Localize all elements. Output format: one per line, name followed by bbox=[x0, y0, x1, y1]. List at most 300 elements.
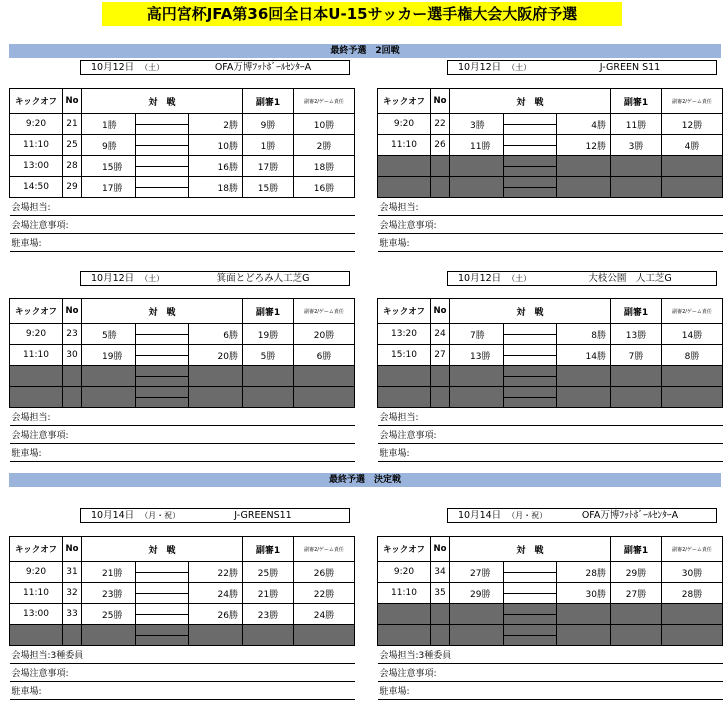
venue-day: （月・祝） bbox=[507, 511, 548, 520]
score-box bbox=[135, 562, 189, 583]
empty-cell bbox=[189, 366, 243, 387]
kickoff-time: 9:20 bbox=[378, 562, 431, 583]
empty-cell bbox=[294, 625, 355, 646]
header-no: No bbox=[63, 89, 82, 114]
empty-row bbox=[378, 366, 723, 387]
team-a: 9勝 bbox=[82, 135, 136, 156]
venue-notes: 会場注意事項: bbox=[378, 426, 723, 444]
kickoff-time: 11:10 bbox=[10, 135, 63, 156]
team-b: 8勝 bbox=[557, 324, 611, 345]
info-row bbox=[378, 426, 723, 444]
empty-cell bbox=[557, 387, 611, 408]
ref1-cell: 13勝 bbox=[611, 324, 662, 345]
match-no: 25 bbox=[63, 135, 82, 156]
empty-row bbox=[10, 366, 355, 387]
score-box-inner bbox=[504, 625, 557, 645]
empty-cell bbox=[294, 387, 355, 408]
table-row bbox=[378, 114, 723, 135]
score-box bbox=[503, 345, 557, 366]
venue-date: 10月12日 bbox=[458, 273, 502, 284]
score-box-inner bbox=[504, 177, 557, 197]
match-no: 24 bbox=[431, 324, 450, 345]
venue-day: （土） bbox=[140, 63, 165, 72]
ref1-cell: 17勝 bbox=[243, 156, 294, 177]
info-row bbox=[10, 198, 355, 216]
table-row bbox=[10, 156, 355, 177]
score-divider bbox=[504, 334, 557, 335]
score-box-inner bbox=[504, 156, 557, 176]
table-row bbox=[10, 583, 355, 604]
venue-date-cell bbox=[448, 509, 548, 522]
match-table bbox=[377, 536, 723, 700]
table-header-row bbox=[378, 299, 723, 324]
team-b: 26勝 bbox=[189, 604, 243, 625]
score-divider bbox=[504, 376, 557, 377]
table-row bbox=[10, 135, 355, 156]
header-ref2: 副審2/ゲーム責任 bbox=[662, 537, 723, 562]
score-box-inner bbox=[504, 345, 557, 365]
score-divider bbox=[136, 166, 189, 167]
kickoff-time: 11:10 bbox=[378, 583, 431, 604]
header-kickoff: キックオフ bbox=[378, 537, 431, 562]
team-a: 29勝 bbox=[450, 583, 504, 604]
score-box-inner bbox=[136, 583, 189, 603]
score-box bbox=[503, 114, 557, 135]
venue-date-cell bbox=[81, 509, 181, 522]
team-b: 28勝 bbox=[557, 562, 611, 583]
empty-cell bbox=[450, 366, 504, 387]
header-kickoff: キックオフ bbox=[10, 299, 63, 324]
score-divider bbox=[504, 145, 557, 146]
venue-header bbox=[80, 60, 350, 75]
score-divider bbox=[136, 355, 189, 356]
venue-parking: 駐車場: bbox=[378, 682, 723, 700]
header-ref1: 副審1 bbox=[611, 537, 662, 562]
empty-cell bbox=[431, 604, 450, 625]
venue-day: （土） bbox=[507, 63, 532, 72]
score-box-inner bbox=[136, 387, 189, 407]
header-kickoff: キックオフ bbox=[378, 299, 431, 324]
empty-cell bbox=[431, 156, 450, 177]
info-row bbox=[378, 234, 723, 252]
venue-date-cell bbox=[448, 272, 544, 285]
score-divider bbox=[136, 593, 189, 594]
info-row bbox=[378, 664, 723, 682]
ref1-cell: 25勝 bbox=[243, 562, 294, 583]
score-box-inner bbox=[504, 135, 557, 155]
kickoff-time: 13:00 bbox=[10, 604, 63, 625]
table-header-row bbox=[10, 299, 355, 324]
table-row bbox=[10, 177, 355, 198]
score-divider bbox=[136, 572, 189, 573]
header-no: No bbox=[63, 537, 82, 562]
empty-cell bbox=[378, 177, 431, 198]
empty-cell bbox=[611, 156, 662, 177]
kickoff-time: 9:20 bbox=[10, 324, 63, 345]
empty-cell bbox=[378, 156, 431, 177]
team-a: 7勝 bbox=[450, 324, 504, 345]
empty-row bbox=[378, 604, 723, 625]
venue-name: 大枝公園 人工芝G bbox=[588, 273, 672, 284]
team-a: 17勝 bbox=[82, 177, 136, 198]
header-ref2: 副審2/ゲーム責任 bbox=[662, 89, 723, 114]
team-a: 3勝 bbox=[450, 114, 504, 135]
empty-cell bbox=[378, 387, 431, 408]
match-no: 21 bbox=[63, 114, 82, 135]
venue-date: 10月14日 bbox=[91, 510, 135, 521]
table-row bbox=[378, 583, 723, 604]
score-box bbox=[135, 387, 189, 408]
venue-header bbox=[80, 508, 350, 523]
kickoff-time: 11:10 bbox=[10, 345, 63, 366]
team-b: 14勝 bbox=[557, 345, 611, 366]
ref1-cell: 29勝 bbox=[611, 562, 662, 583]
header-match: 対 戦 bbox=[82, 89, 243, 114]
venue-date-cell bbox=[81, 61, 177, 74]
score-divider bbox=[504, 593, 557, 594]
score-box bbox=[135, 324, 189, 345]
team-b: 24勝 bbox=[189, 583, 243, 604]
score-box bbox=[135, 625, 189, 646]
header-ref2: 副審2/ゲーム責任 bbox=[294, 299, 355, 324]
empty-cell bbox=[557, 156, 611, 177]
empty-cell bbox=[450, 177, 504, 198]
empty-cell bbox=[450, 156, 504, 177]
table-row bbox=[10, 324, 355, 345]
table-header-row bbox=[10, 89, 355, 114]
table-header-row bbox=[378, 89, 723, 114]
kickoff-time: 13:00 bbox=[10, 156, 63, 177]
kickoff-time: 11:10 bbox=[378, 135, 431, 156]
empty-cell bbox=[611, 177, 662, 198]
table-row bbox=[378, 562, 723, 583]
venue-name: J-GREEN S11 bbox=[599, 62, 661, 73]
ref1-cell: 21勝 bbox=[243, 583, 294, 604]
info-row bbox=[10, 664, 355, 682]
empty-cell bbox=[10, 387, 63, 408]
header-no: No bbox=[431, 537, 450, 562]
info-row bbox=[10, 216, 355, 234]
ref1-cell: 11勝 bbox=[611, 114, 662, 135]
header-kickoff: キックオフ bbox=[10, 537, 63, 562]
empty-cell bbox=[450, 604, 504, 625]
empty-cell bbox=[431, 366, 450, 387]
table-header-row bbox=[378, 537, 723, 562]
venue-date: 10月12日 bbox=[91, 62, 135, 73]
team-b: 18勝 bbox=[189, 177, 243, 198]
ref2-cell: 18勝 bbox=[294, 156, 355, 177]
header-no: No bbox=[431, 299, 450, 324]
table-row bbox=[10, 114, 355, 135]
score-box bbox=[135, 114, 189, 135]
score-box-inner bbox=[504, 583, 557, 603]
info-row bbox=[378, 444, 723, 462]
venue-header bbox=[447, 508, 717, 523]
ref1-cell: 5勝 bbox=[243, 345, 294, 366]
empty-cell bbox=[378, 366, 431, 387]
venue-header bbox=[80, 271, 350, 286]
ref1-cell: 7勝 bbox=[611, 345, 662, 366]
ref2-cell: 22勝 bbox=[294, 583, 355, 604]
kickoff-time: 11:10 bbox=[10, 583, 63, 604]
team-a: 1勝 bbox=[82, 114, 136, 135]
empty-cell bbox=[662, 387, 723, 408]
table-row bbox=[378, 324, 723, 345]
venue-name: OFA万博ﾌｯﾄﾎﾞｰﾙｾﾝﾀｰA bbox=[214, 62, 312, 73]
ref2-cell: 8勝 bbox=[662, 345, 723, 366]
empty-cell bbox=[450, 387, 504, 408]
score-divider bbox=[504, 187, 557, 188]
team-a: 11勝 bbox=[450, 135, 504, 156]
team-a: 21勝 bbox=[82, 562, 136, 583]
empty-cell bbox=[662, 366, 723, 387]
ref1-cell: 23勝 bbox=[243, 604, 294, 625]
empty-row bbox=[378, 156, 723, 177]
empty-cell bbox=[431, 387, 450, 408]
team-b: 12勝 bbox=[557, 135, 611, 156]
ref1-cell: 3勝 bbox=[611, 135, 662, 156]
match-no: 34 bbox=[431, 562, 450, 583]
empty-cell bbox=[431, 177, 450, 198]
empty-cell bbox=[82, 625, 136, 646]
header-ref2: 副審2/ゲーム責任 bbox=[662, 299, 723, 324]
score-box-inner bbox=[504, 324, 557, 344]
score-box bbox=[503, 177, 557, 198]
score-box bbox=[503, 324, 557, 345]
venue-notes: 会場注意事項: bbox=[378, 664, 723, 682]
team-b: 4勝 bbox=[557, 114, 611, 135]
table-row bbox=[10, 604, 355, 625]
empty-cell bbox=[611, 366, 662, 387]
ref2-cell: 10勝 bbox=[294, 114, 355, 135]
empty-row bbox=[378, 177, 723, 198]
match-no: 31 bbox=[63, 562, 82, 583]
empty-cell bbox=[189, 625, 243, 646]
kickoff-time: 13:20 bbox=[378, 324, 431, 345]
score-box-inner bbox=[136, 114, 189, 134]
score-box bbox=[135, 345, 189, 366]
empty-cell bbox=[82, 366, 136, 387]
kickoff-time: 14:50 bbox=[10, 177, 63, 198]
team-a: 27勝 bbox=[450, 562, 504, 583]
empty-cell bbox=[63, 625, 82, 646]
empty-cell bbox=[557, 604, 611, 625]
score-box bbox=[135, 583, 189, 604]
header-ref1: 副審1 bbox=[243, 299, 294, 324]
ref2-cell: 2勝 bbox=[294, 135, 355, 156]
ref2-cell: 26勝 bbox=[294, 562, 355, 583]
empty-cell bbox=[243, 366, 294, 387]
venue-manager: 会場担当: bbox=[10, 408, 355, 426]
score-divider bbox=[136, 187, 189, 188]
venue-name: OFA万博ﾌｯﾄﾎﾞｰﾙｾﾝﾀｰA bbox=[581, 510, 679, 521]
score-box bbox=[135, 177, 189, 198]
venue-header bbox=[447, 271, 717, 286]
ref2-cell: 20勝 bbox=[294, 324, 355, 345]
ref1-cell: 1勝 bbox=[243, 135, 294, 156]
score-box-inner bbox=[136, 156, 189, 176]
header-match: 対 戦 bbox=[450, 299, 611, 324]
empty-cell bbox=[611, 604, 662, 625]
score-box-inner bbox=[136, 366, 189, 386]
empty-cell bbox=[189, 387, 243, 408]
page-title: 高円宮杯JFA第36回全日本U-15サッカー選手権大会大阪府予選 bbox=[102, 2, 622, 26]
header-no: No bbox=[63, 299, 82, 324]
score-divider bbox=[504, 397, 557, 398]
score-divider bbox=[136, 145, 189, 146]
match-no: 33 bbox=[63, 604, 82, 625]
ref2-cell: 30勝 bbox=[662, 562, 723, 583]
ref1-cell: 15勝 bbox=[243, 177, 294, 198]
score-divider bbox=[504, 614, 557, 615]
info-row bbox=[378, 198, 723, 216]
kickoff-time: 15:10 bbox=[378, 345, 431, 366]
table-row bbox=[378, 345, 723, 366]
score-box bbox=[503, 562, 557, 583]
empty-cell bbox=[662, 625, 723, 646]
team-b: 10勝 bbox=[189, 135, 243, 156]
score-divider bbox=[136, 397, 189, 398]
info-row bbox=[378, 646, 723, 664]
match-table bbox=[377, 88, 723, 252]
team-b: 6勝 bbox=[189, 324, 243, 345]
score-divider bbox=[136, 635, 189, 636]
info-row bbox=[378, 408, 723, 426]
venue-date-cell bbox=[81, 272, 177, 285]
score-box bbox=[503, 583, 557, 604]
ref1-cell: 9勝 bbox=[243, 114, 294, 135]
venue-manager: 会場担当: bbox=[10, 198, 355, 216]
empty-cell bbox=[294, 366, 355, 387]
venue-date: 10月14日 bbox=[458, 510, 502, 521]
empty-cell bbox=[450, 625, 504, 646]
empty-row bbox=[378, 387, 723, 408]
score-divider bbox=[504, 166, 557, 167]
empty-cell bbox=[10, 625, 63, 646]
venue-notes: 会場注意事項: bbox=[10, 216, 355, 234]
ref2-cell: 14勝 bbox=[662, 324, 723, 345]
score-divider bbox=[136, 334, 189, 335]
venue-date-cell bbox=[448, 61, 544, 74]
venue-manager: 会場担当:3種委員 bbox=[378, 646, 723, 664]
empty-cell bbox=[431, 625, 450, 646]
empty-cell bbox=[611, 625, 662, 646]
venue-parking: 駐車場: bbox=[10, 444, 355, 462]
score-divider bbox=[136, 614, 189, 615]
header-ref1: 副審1 bbox=[611, 299, 662, 324]
venue-date: 10月12日 bbox=[458, 62, 502, 73]
header-ref2: 副審2/ゲーム責任 bbox=[294, 537, 355, 562]
info-row bbox=[10, 646, 355, 664]
score-box bbox=[503, 366, 557, 387]
match-table bbox=[9, 88, 355, 252]
ref2-cell: 4勝 bbox=[662, 135, 723, 156]
ref1-cell: 19勝 bbox=[243, 324, 294, 345]
score-box-inner bbox=[136, 324, 189, 344]
venue-parking: 駐車場: bbox=[378, 444, 723, 462]
info-row bbox=[10, 408, 355, 426]
venue-header bbox=[447, 60, 717, 75]
empty-cell bbox=[63, 387, 82, 408]
kickoff-time: 9:20 bbox=[10, 562, 63, 583]
section-final-band: 最終予選 決定戦 bbox=[9, 473, 721, 487]
score-box-inner bbox=[136, 345, 189, 365]
empty-row bbox=[378, 625, 723, 646]
match-table bbox=[9, 536, 355, 700]
empty-cell bbox=[243, 387, 294, 408]
header-match: 対 戦 bbox=[82, 299, 243, 324]
venue-notes: 会場注意事項: bbox=[378, 216, 723, 234]
header-ref1: 副審1 bbox=[611, 89, 662, 114]
score-box-inner bbox=[136, 625, 189, 645]
venue-parking: 駐車場: bbox=[10, 234, 355, 252]
team-a: 25勝 bbox=[82, 604, 136, 625]
venue-parking: 駐車場: bbox=[378, 234, 723, 252]
header-match: 対 戦 bbox=[450, 537, 611, 562]
venue-manager: 会場担当:3種委員 bbox=[10, 646, 355, 664]
score-box-inner bbox=[504, 562, 557, 582]
score-box bbox=[503, 625, 557, 646]
header-kickoff: キックオフ bbox=[10, 89, 63, 114]
header-no: No bbox=[431, 89, 450, 114]
table-row bbox=[10, 345, 355, 366]
venue-parking: 駐車場: bbox=[10, 682, 355, 700]
score-box-inner bbox=[504, 366, 557, 386]
score-divider bbox=[504, 124, 557, 125]
empty-cell bbox=[378, 625, 431, 646]
empty-cell bbox=[557, 625, 611, 646]
match-no: 29 bbox=[63, 177, 82, 198]
score-box-inner bbox=[504, 114, 557, 134]
kickoff-time: 9:20 bbox=[10, 114, 63, 135]
score-box bbox=[503, 135, 557, 156]
match-no: 27 bbox=[431, 345, 450, 366]
empty-row bbox=[10, 625, 355, 646]
match-no: 30 bbox=[63, 345, 82, 366]
score-box-inner bbox=[504, 387, 557, 407]
team-b: 16勝 bbox=[189, 156, 243, 177]
ref2-cell: 24勝 bbox=[294, 604, 355, 625]
empty-cell bbox=[662, 156, 723, 177]
team-b: 20勝 bbox=[189, 345, 243, 366]
venue-name: J-GREENS11 bbox=[234, 510, 292, 521]
score-box-inner bbox=[136, 135, 189, 155]
empty-cell bbox=[611, 387, 662, 408]
team-b: 30勝 bbox=[557, 583, 611, 604]
score-box bbox=[503, 604, 557, 625]
match-no: 35 bbox=[431, 583, 450, 604]
header-ref1: 副審1 bbox=[243, 89, 294, 114]
table-row bbox=[10, 562, 355, 583]
team-a: 13勝 bbox=[450, 345, 504, 366]
empty-cell bbox=[557, 177, 611, 198]
empty-cell bbox=[63, 366, 82, 387]
score-box bbox=[135, 135, 189, 156]
info-row bbox=[378, 682, 723, 700]
score-divider bbox=[136, 376, 189, 377]
ref1-cell: 27勝 bbox=[611, 583, 662, 604]
header-ref1: 副審1 bbox=[243, 537, 294, 562]
team-a: 5勝 bbox=[82, 324, 136, 345]
kickoff-time: 9:20 bbox=[378, 114, 431, 135]
venue-manager: 会場担当: bbox=[378, 198, 723, 216]
ref2-cell: 6勝 bbox=[294, 345, 355, 366]
team-b: 22勝 bbox=[189, 562, 243, 583]
empty-cell bbox=[662, 177, 723, 198]
info-row bbox=[10, 234, 355, 252]
venue-notes: 会場注意事項: bbox=[10, 664, 355, 682]
score-box bbox=[135, 604, 189, 625]
